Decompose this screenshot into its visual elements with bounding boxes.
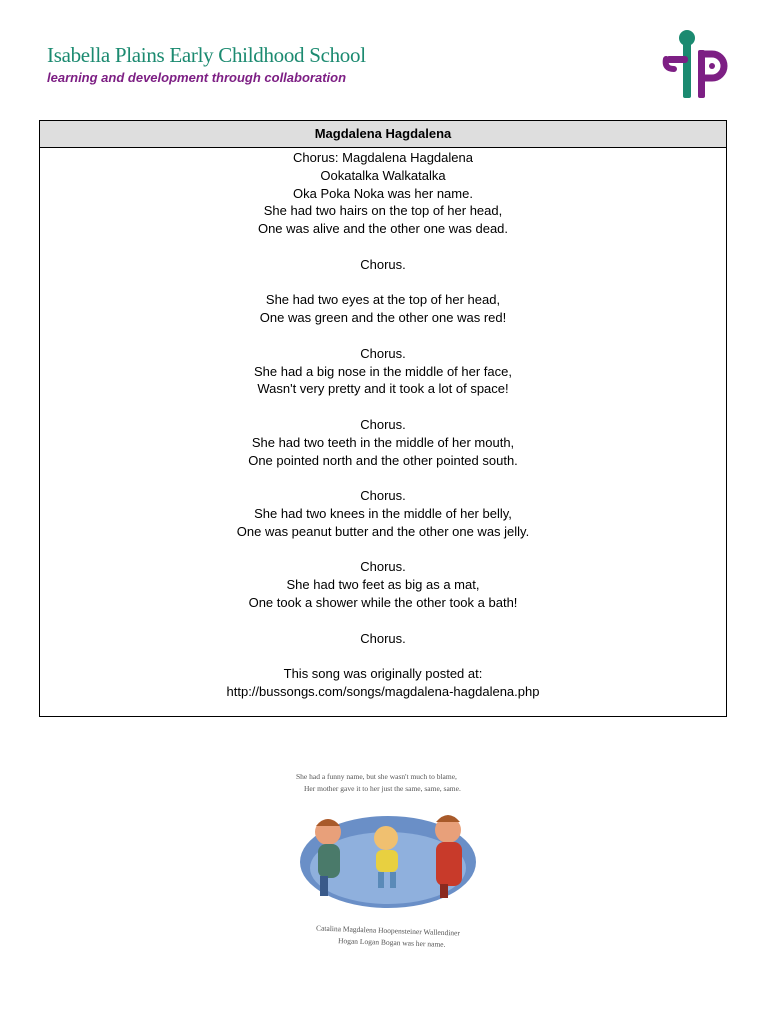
illustration-caption-bottom-2: Hogan Logan Bogan was her name. xyxy=(337,936,446,949)
school-logo xyxy=(662,28,730,102)
school-tagline: learning and development through collaboration xyxy=(47,70,347,85)
lyric-line: She had a big nose in the middle of her face, xyxy=(253,363,512,379)
lyric-line: One was green and the other one was red! xyxy=(259,310,507,326)
lyric-line xyxy=(40,469,726,487)
song-table xyxy=(39,120,727,717)
lyric-line: She had two feet as big as a mat, xyxy=(286,577,480,593)
lyric-line: She had two hairs on the top of her head, xyxy=(263,203,503,219)
lyric-line: Chorus. xyxy=(360,559,406,575)
illustration-caption-top-2: Her mother gave it to her just the same, same, same. xyxy=(304,784,461,793)
lyric-line: She had two eyes at the top of her head, xyxy=(265,292,501,308)
lyric-line xyxy=(40,327,726,345)
lyric-line: One took a shower while the other took a bath! xyxy=(248,594,518,610)
lyric-line: Chorus: Magdalena Hagdalena xyxy=(293,150,473,165)
lyric-line xyxy=(40,541,726,559)
dancing-characters-image xyxy=(288,800,484,910)
illustration-caption-bottom-1: Catalina Magdalena Hoopensteiner Wallendiner xyxy=(315,923,461,938)
lyric-line xyxy=(40,398,726,416)
lyric-line: Chorus. xyxy=(360,630,406,646)
lyric-line: Oka Poka Noka was her name. xyxy=(293,185,473,201)
lyric-line xyxy=(40,647,726,665)
lyric-line xyxy=(40,238,726,256)
lyric-line: One was peanut butter and the other one was jelly. xyxy=(236,523,530,539)
lyric-line: Chorus. xyxy=(360,345,406,361)
lyric-line: http://bussongs.com/songs/magdalena-hagdalena.php xyxy=(226,683,540,699)
lyric-line: One was alive and the other one was dead. xyxy=(257,221,509,237)
lyric-line: Chorus. xyxy=(360,416,406,432)
lyric-line: One pointed north and the other pointed south. xyxy=(248,452,518,468)
lyric-line: Wasn't very pretty and it took a lot of space! xyxy=(257,381,509,397)
lyric-line: She had two teeth in the middle of her mouth, xyxy=(251,434,515,450)
lyric-line: Chorus. xyxy=(360,488,406,504)
school-name: Isabella Plains Early Childhood School xyxy=(47,43,366,67)
illustration-caption-top-1: She had a funny name, but she wasn't much to blame, xyxy=(296,772,457,781)
lyric-line xyxy=(40,274,726,292)
lyric-line: She had two knees in the middle of her belly, xyxy=(254,505,512,521)
book-illustration xyxy=(288,760,484,956)
lyric-line: This song was originally posted at: xyxy=(283,666,483,682)
song-lyrics xyxy=(40,148,726,701)
lyric-line xyxy=(40,612,726,630)
lyric-line: Chorus. xyxy=(360,256,406,272)
song-title: Magdalena Hagdalena xyxy=(40,121,726,148)
lyric-line: Ookatalka Walkatalka xyxy=(320,167,446,183)
